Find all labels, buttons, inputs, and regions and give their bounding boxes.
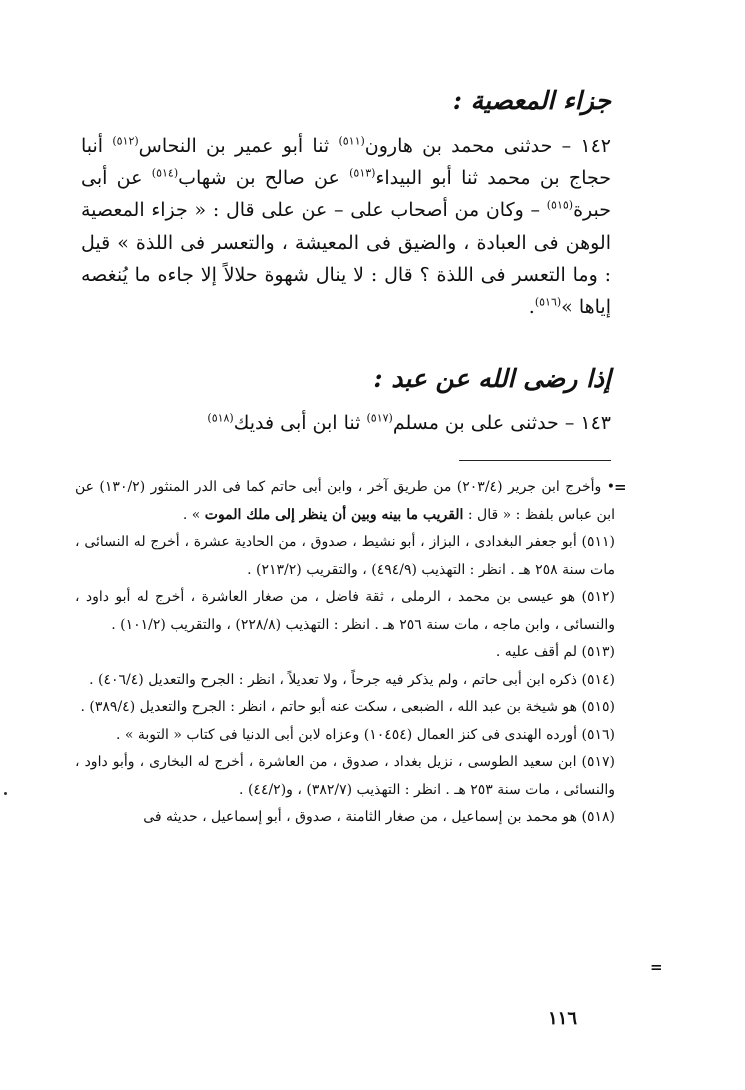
footnote-514: (٥١٤) ذكره ابن أبى حاتم ، ولم يذكر فيه جرحاً ، ولا تعديلاً ، انظر : الجرح والتعديل (٤٠٦/٤) . xyxy=(89,671,615,688)
section-heading-sin-reward: جزاء المعصية : xyxy=(452,86,611,115)
hadith-143-text xyxy=(81,407,611,439)
footnote-513: (٥١٣) لم أقف عليه . xyxy=(495,644,615,660)
hadith-142-end: . xyxy=(528,296,535,319)
hadith-143 xyxy=(81,407,611,439)
continuation-mark-bottom: = xyxy=(650,958,663,976)
footnote-continued-text: • وأخرج ابن جرير (٢٠٣/٤) من طريق آخر ، وابن أبى حاتم كما فى الدر المنثور (١٣٠/٢) عن ابن عباس بلفظ : « قال : xyxy=(75,479,615,523)
footnote-515: (٥١٥) هو شيخة بن عبد الله ، الضبعى ، سكت عنه أبو حاتم ، انظر : الجرح والتعديل (٣٨٩/٤) . xyxy=(80,699,615,715)
footnote-continued-quote: القريب ما بينه وبين أن ينظر إلى ملك الموت xyxy=(204,506,464,523)
footnote-517: (٥١٧) ابن سعيد الطوسى ، نزيل بغداد ، صدوق ، من العاشرة ، أخرج له البخارى ، وأبو داود ، والنسائى ، مات سنة ٢٥٣ هـ . انظر : التهذيب (٣٨٢/٧) ، و(٤٤/٢) . xyxy=(75,754,615,798)
footnote-ref-518[interactable]: (٥١٨) xyxy=(207,411,234,425)
hadith-142-isnad-3: أنبا حجاج بن محمد ثنا أبو البيداء xyxy=(81,135,611,190)
scan-speck xyxy=(4,792,7,795)
footnote-516: (٥١٦) أورده الهندى فى كنز العمال (١٠٤٥٤) وعزاه لابن أبى الدنيا فى كتاب « التوبة » . xyxy=(115,726,615,743)
hadith-142-isnad-1: ١٤٢ – حدثنى محمد بن هارون xyxy=(364,135,611,157)
hadith-142-matn: – وكان من أصحاب على – عن على قال : « جزاء المعصية الوهن فى العبادة ، والضيق فى المعيشة ، والتعسر فى اللذة » قيل : وما التعسر فى اللذة ؟ قال : لا ينال شهوة حلالاً إلا جاءه ما يُنغصه إياها » xyxy=(81,199,611,319)
hadith-143-isnad-2: ثنا ابن أبى فديك xyxy=(233,412,367,434)
footnote-511: (٥١١) أبو جعفر البغدادى ، البزاز ، أبو نشيط ، صدوق ، من الحادية عشرة ، أخرج له النسائى ، مات سنة ٢٥٨ هـ . انظر : التهذيب (٤٩٤/٩) ، والتقريب (٢١٣/٢) . xyxy=(75,534,615,578)
footnote-518: (٥١٨) هو محمد بن إسماعيل ، من صغار الثامنة ، صدوق ، أبو إسماعيل ، حديثه فى xyxy=(143,809,615,825)
footnote-ref-514[interactable]: (٥١٤) xyxy=(151,166,179,180)
continuation-mark-top: = xyxy=(614,478,627,496)
hadith-142-text xyxy=(81,130,611,323)
footnote-512: (٥١٢) هو عيسى بن محمد ، الرملى ، ثقة فاضل ، من صغار العاشرة ، أخرج له أبو داود ، والنسائى ، وابن ماجه ، مات سنة ٢٥٦ هـ . انظر : التهذيب (٢٢٨/٨) ، والتقريب (١٠١/٢) . xyxy=(75,589,615,633)
hadith-142 xyxy=(81,130,611,323)
footnote-ref-512[interactable]: (٥١٢) xyxy=(112,134,139,148)
footnotes-block xyxy=(75,474,615,832)
hadith-142-isnad-4: عن صالح بن شهاب xyxy=(178,167,350,190)
footnote-ref-515[interactable]: (٥١٥) xyxy=(546,199,574,213)
page-number: ١١٦ xyxy=(548,1008,578,1029)
section-heading-god-pleased: إذا رضى الله عن عبد : xyxy=(373,364,611,393)
footnote-ref-517[interactable]: (٥١٧) xyxy=(366,411,393,425)
footnote-ref-511[interactable]: (٥١١) xyxy=(338,134,365,148)
footnote-continued xyxy=(75,474,615,529)
footnote-ref-513[interactable]: (٥١٣) xyxy=(349,166,376,180)
footnote-continued-end: » . xyxy=(182,506,205,523)
hadith-142-isnad-2: ثنا أبو عمير بن النحاس xyxy=(138,135,339,157)
footnote-divider xyxy=(459,460,611,461)
hadith-142-isnad-5: عن أبى حبرة xyxy=(81,167,611,222)
hadith-143-isnad-1: ١٤٣ – حدثنى على بن مسلم xyxy=(392,412,611,434)
footnote-ref-516[interactable]: (٥١٦) xyxy=(534,295,562,309)
